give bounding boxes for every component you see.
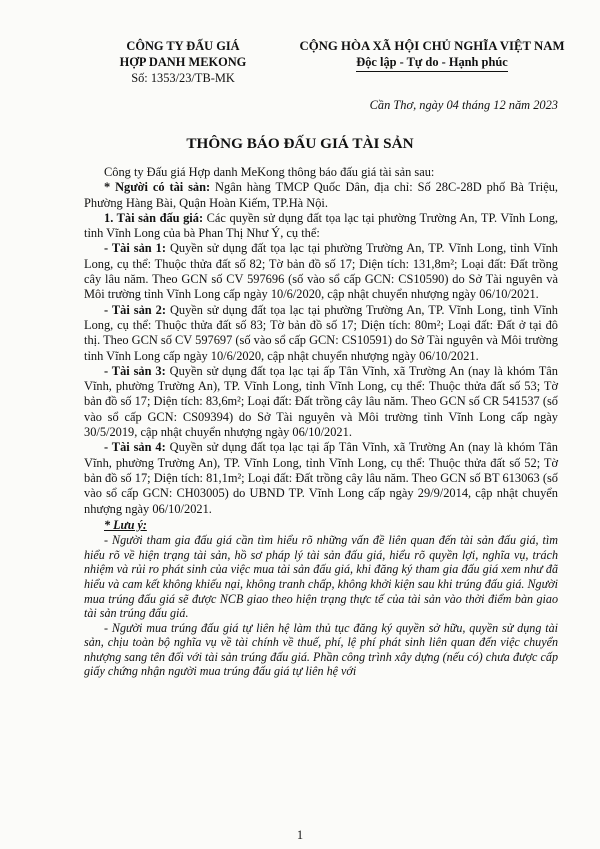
note-heading [84,518,558,533]
owner-label: * Người có tài sản: [104,180,211,195]
asset-paragraph-4 [84,440,558,516]
asset-label: - Tài sản 2: [104,302,166,317]
asset-paragraph-1 [84,241,558,302]
company-header [78,38,288,86]
document-number: Số: 1353/23/TB-MK [131,71,235,85]
national-motto: Độc lập - Tự do - Hạnh phúc [356,54,507,72]
section1-paragraph [84,211,558,242]
company-name-line1: CÔNG TY ĐẤU GIÁ [126,39,240,53]
asset-text: Quyền sử dụng đất tọa lạc tại ấp Tân Vĩnh, xã Trường An (nay là khóm Tân Vĩnh, phường Trường An), TP. Vĩnh Long, tỉnh Vĩnh Long, cụ thể: Thuộc thửa đất số 52; Tờ bản đồ số 17; Diện tích: 81,1m²; Loại đất: Đất trồng cây lâu năm. Theo GCN số BT 613063 (số vào sổ cấp GCN: CH03005) do UBND TP. Vĩnh Long cấp ngày 29/9/2014, cập nhật chuyển nhượng ngày 06/10/2021. [84,440,559,516]
intro-paragraph: Công ty Đấu giá Hợp danh MeKong thông báo đấu giá tài sản sau: [104,165,435,179]
owner-text: Ngân hàng TMCP Quốc Dân, địa chỉ: Số 28C-28D phố Bà Triệu, Phường Hàng Bài, Quận Hoàn Kiếm, TP.Hà Nội. [84,180,558,210]
asset-text: Quyền sử dụng đất tọa lạc tại phường Trường An, TP. Vĩnh Long, tỉnh Vĩnh Long, cụ thể: Thuộc thửa đất số 83; Tờ bản đồ số 17; Diện tích: 80m²; Loại đất: Đất ở tại đô thị. Theo GCN số CV 597697 (số vào sổ cấp GCN: CS10591) do Sở Tài nguyên và Môi trường tỉnh Vĩnh Long cấp ngày 10/6/2020, cập nhật chuyển nhượng ngày 06/10/2021. [84,302,558,363]
asset-text: Quyền sử dụng đất tọa lạc tại phường Trường An, TP. Vĩnh Long, tỉnh Vĩnh Long, cụ thể: Thuộc thửa đất số 82; Tờ bản đồ số 17; Diện tích: 131,8m²; Loại đất: Đất trồng cây lâu năm. Theo GCN số CV 597696 (số vào sổ cấp GCN: CS10590) do Sở Tài nguyên và Môi trường tỉnh Vĩnh Long cấp ngày 10/6/2020, cập nhật chuyển nhượng ngày 06/10/2021. [84,241,558,302]
note-label: * Lưu ý: [104,517,147,532]
asset-text: Quyền sử dụng đất tọa lạc tại ấp Tân Vĩnh, xã Trường An (nay là khóm Tân Vĩnh, phường Trường An), TP. Vĩnh Long, tỉnh Vĩnh Long, cụ thể: Thuộc thửa đất số 53; Tờ bản đồ số 17; Diện tích: 83,6m²; Loại đất: Đất trồng cây lâu năm. Theo GCN số CR 541537 (số vào sổ cấp GCN: CS09394) do Sở Tài nguyên và Môi trường tỉnh Vĩnh Long cấp ngày 30/5/2019, cập nhật chuyển nhượng ngày 06/10/2021. [84,363,559,440]
section1-text: Các quyền sử dụng đất tọa lạc tại phường Trường An, TP. Vĩnh Long, tỉnh Vĩnh Long của bà Phan Thị Như Ý, cụ thể: [84,210,558,241]
asset-label: - Tài sản 4: [104,440,166,455]
asset-label: - Tài sản 1: [104,241,166,256]
asset-paragraph-2 [84,303,558,364]
date-line: Cần Thơ, ngày 04 tháng 12 năm 2023 [369,98,558,112]
owner-paragraph [84,180,558,211]
note-item-1: - Người tham gia đấu giá cần tìm hiểu rõ những vấn đề liên quan đến tài sản đấu giá, tìm hiểu rõ về hiện trạng tài sản, hồ sơ pháp lý tài sản đấu giá, hiểu rõ quyền lợi, nghĩa vụ, trách nhiệm và rủi ro phát sinh của việc mua tài sản đấu giá, khi đăng ký tham gia đấu giá xem như đã hiểu và cam kết không khiếu nại, không tranh chấp, không khởi kiện sau khi trúng đấu giá. Người mua trúng đấu giá sẽ được NCB giao theo hiện trạng thực tế của tài sản vào thời điểm bàn giao tài sản trúng đấu giá. [84,533,558,621]
asset-paragraph-3 [84,364,558,440]
company-name-line2: HỢP DANH MEKONG [119,55,247,69]
national-header [282,38,582,72]
section1-label: 1. Tài sản đấu giá: [104,210,204,225]
note-item-2: - Người mua trúng đấu giá tự liên hệ làm thủ tục đăng ký quyền sở hữu, quyền sử dụng tài sản, chịu toàn bộ nghĩa vụ về tài chính về thuế, phí, lệ phí phát sinh liên quan đến việc chuyển nhượng sang tên đối với tài sản trúng đấu giá. Phần công trình xây dựng (nếu có) chưa được cấp giấy chứng nhận người mua trúng đấu giá tự liên hệ với [84,620,558,679]
document-body [84,165,558,679]
national-name: CỘNG HÒA XÃ HỘI CHỦ NGHĨA VIỆT NAM [299,39,565,53]
page-title: THÔNG BÁO ĐẤU GIÁ TÀI SẢN [186,135,414,152]
asset-label: - Tài sản 3: [104,363,166,378]
page-number: 1 [296,828,304,842]
